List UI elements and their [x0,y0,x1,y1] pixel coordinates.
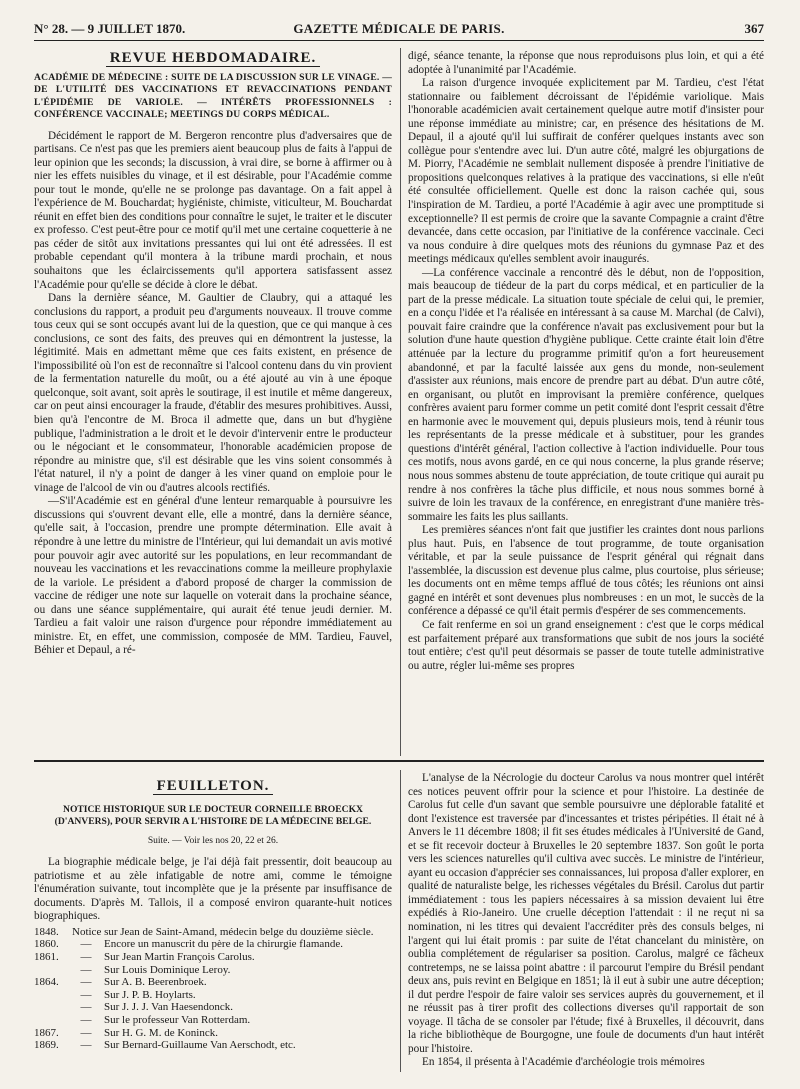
feuilleton-intro: La biographie médicale belge, je l'ai déjà fait pressentir, doit beaucoup au patriotisme et au zèle infatigable de notre ami, comme le témoigne l'énumération suivante, tout incomplète que je la présente par insuffisance de documents. D'après M. Tallois, il a composé environ quarante-huit notices biographiques. [34,856,392,923]
issue-number: N° 28. — 9 JUILLET 1870. [34,21,186,36]
notice-subtitle: Suite. — Voir les nos 20, 22 et 26. [147,835,279,846]
list-item: 1848. Notice sur Jean de Saint-Amand, médecin belge du douzième siècle. [34,925,374,938]
revue-column-left [34,50,392,755]
revue-title: REVUE HEBDOMADAIRE. [34,52,392,66]
feuilleton-paragraph: En 1854, il présenta à l'Académie d'archéologie trois mémoires [422,1056,705,1069]
revue-paragraph: Les premières séances n'ont fait que justifier les craintes dont nous parlions plus haut. Puis, en l'absence de tout programme, de toute organisation véritable, et par la seule puissance de l'esprit général qui régnait dans l'assemblée, la discussion est devenue plus calme, plus courtoise, plus sérieuse; les documents ont en même temps afflué de tous côtés; les réunions ont ainsi gagné en intérêt et sont devenues plus nombreuses : en un mot, le succès de la conférence a dépassé ce qu'il était permis d'espérer de ses commencements. [408,524,764,618]
revue-paragraph: —S'il'Académie est en général d'une lenteur remarquable à poursuivre les discussions qui s'ouvrent devant elle, elle a montré, dans la dernière séance, qu'elle sait, à l'occasion, prendre une prompte détermination. Elle avait à répondre à une lettre du ministre de l'Intérieur, qui lui demandait un avis motivé pour pouvoir agir avec autorité sur les populations, en leur recommandant de nouveau les vaccinations et les revaccinations comme la meilleure prophylaxie de la variole. Le président a d'abord proposé de charger la commission de vaccine de rédiger une note sur laquelle on voterait dans la prochaine séance, ou dans une séance supplémentaire, qui aurait été tenue jeudi dernier. M. Tardieu a fait valoir une raison d'urgence pour répondre immédiatement au ministre. Et, en effet, une commission, composée de MM. Tardieu, Fauvel, Béhier et Depaul, a ré- [34,495,392,657]
revue-paragraph: Décidément le rapport de M. Bergeron rencontre plus d'adversaires que de partisans. Ce n'est pas que les premiers aient beaucoup plus de faits à l'appui de leur opinion que les seconds; la discussion, à vrai dire, se borne à affirmer ou à nier les effets nuisibles du vinage, et il est désirable, pour l'Académie comme pour tout le monde, qu'elle ne se prolonge pas davantage. On a fait appel à l'expérience de M. Bouchardat; hygiéniste, chimiste, viticulteur, M. Bouchardat réunit en effet bien des conditions pour connaître le sujet, le traiter et le discuter ex professo. C'est peut-être pour ce motif qu'il met une certaine coquetterie à ne pas céder de sitôt aux invitations pressantes qui lui ont été adressées. Il est probable cependant qu'il montera à la tribune mardi prochain, et nous souhaitons que les éclaircissements qu'il apportera satisfassent assez l'Académie pour qu'elle se décide à clore le débat. [34,129,392,291]
list-item: 1860. — Encore un manuscrit du père de la chirurgie flamande. [34,938,343,951]
page-number: 367 [744,21,764,36]
revue-column-right [408,50,764,755]
revue-paragraph: Ce fait renferme en soi un grand enseignement : c'est que le corps médical est parfaitement préparé aux transformations que subit de nos jours la société tout entière; c'est qu'il peut désormais se passer de toute tutelle administrative ou autre, régler lui-même ses propres [408,618,764,672]
feuilleton-separator [34,760,764,762]
feuilleton-paragraph: L'analyse de la Nécrologie du docteur Carolus va nous montrer quel intérêt ces notices peuvent offrir pour la science et pour l'histoire. La destinée de Carolus fut celle d'un savant que semble poursuivre une déplorable fatalité et dont l'existence est traversée par d'incessantes et tristes péripéties. Il était né à Anvers le 11 décembre 1808; il fit ses études médicales à l'Université de Gand, et se fit recevoir docteur à Bruxelles le 20 septembre 1837. Son goût le porta vers les sciences naturelles qu'il cultiva avec succès. Le ministre de l'intérieur, ayant eu occasion d'apprécier ses connaissances, lui proposa d'aller explorer, en qualité de naturaliste belge, les richesses végétales du Brésil. Carolus dut partir immédiatement : tous les papiers nécessaires à sa mission devaient lui être expédiés à Rio-Janeiro. Une cruelle déception l'attendait : il ne reçut ni sa nomination, ni les titres qui devaient l'accréditer près des consuls belges, ni l'argent qui lui était promis : par suite de l'état chancelant du ministère, on oublia complétement de régulariser sa position. Carolus, malgré ce fâcheux contretemps, ne se laissa point abattre : il parcourut l'empire du Brésil pendant deux ans, puis revint en Belgique en 1851; là il eut à subir une autre déception; il dut perdre l'espoir de faire valoir ses services auprès du gouvernement, et il ne réussit pas à tirer profit des collections diverses qu'il rapportait de son voyage. Il tâcha de se consoler par l'étude; fixé à Bruxelles, il découvrit, dans la riche bibliothèque de Bourgogne, une foule de documents d'un haut intérêt pour l'histoire. [408,772,764,1055]
revue-paragraph: digé, séance tenante, la réponse que nous reproduisons plus loin, et qui a été adoptée à l'unanimité par l'Académie. [408,50,764,76]
list-item: 1869. — Sur Bernard-Guillaume Van Aerschodt, etc. [34,1039,296,1052]
list-item: 1861. — Sur Jean Martin François Carolus. [34,951,255,964]
column-divider-top [400,48,401,756]
revue-summary: ACADÉMIE DE MÉDECINE : SUITE DE LA DISCUSSION SUR LE VINAGE. — DE L'UTILITÉ DES VACCINATIONS ET REVACCINATIONS PENDANT L'ÉPIDÉMIE DE VARIOLE. — INTÉRÊTS PROFESSIONNELS : CONFÉRENCE VACCINALE; MEETINGS DU CORPS MÉDICAL. [34,71,392,121]
notice-title: NOTICE HISTORIQUE SUR LE DOCTEUR CORNEILLE BROECKX (D'ANVERS), POUR SERVIR A L'HISTOIRE DE LA MÉDECINE BELGE. [54,803,372,828]
revue-paragraph: La raison d'urgence invoquée explicitement par M. Tardieu, c'est l'état stationnaire ou faiblement décroissant de l'épidémie variolique. Mais l'honorable académicien avait certainement quelque autre motif d'insister pour une réponse immédiate au ministre; car, en présence des hésitations de M. Depaul, il a ajouté qu'il lui suffirait de conférer quelques instants avec son collègue pour s'entendre avec lui. D'un autre côté, malgré les objurgations de M. Piorry, l'Académie ne semblait nullement disposée à prendre l'initiative de propositions quelconques relatives à la pratique des vaccinations, si elle n'eût été consultée officiellement. Quelle est donc la raison cachée qui, sous l'inspiration de M. Tardieu, a porté l'Académie à agir avec une promptitude si exceptionnelle? Il est permis de croire que la savante Compagnie a craint d'être devancée, dans cette occasion, par l'initiative de la conférence vaccinale. Ceci va nous conduire à dire quelques mots des réunions du gymnase Paz et des meetings médicaux qu'elles semblent avoir inaugurés. [408,77,764,266]
feuilleton-title: FEUILLETON. [34,780,392,794]
column-divider-bottom [400,770,401,1072]
list-item: 1867. — Sur H. G. M. de Koninck. [34,1026,218,1039]
feuilleton-column-right [408,772,764,1072]
list-item: — Sur Louis Dominique Leroy. [80,963,231,976]
revue-paragraph: —La conférence vaccinale a rencontré dès le début, non de l'opposition, mais beaucoup de tiédeur de la part du corps médical, et en particulier de la part de la presse médicale. La situation toute spéciale de celui qui, le premier, en a conçu l'idée et l'a réalisée en intéressant à sa cause M. Marchal (de Calvi), pouvait faire craindre que la conférence n'avait pas exclusivement pour but la solution d'une haute question d'hygiène publique. Cette crainte était loin d'être atténuée par la lecture du programme primitif qu'on a fort heureusement abandonné, et par la faculté laissée aux gens du monde, non-seulement d'assister aux réunions, mais encore de prendre part au débat. D'un autre côté, en organisant, ou plutôt en improvisant la première conférence, quelques confrères avaient paru former comme un petit comité dont l'esprit cessait d'être en harmonie avec le mouvement qui, depuis plusieurs mois, tend à réunir tous les représentants de la presse médicale et à substituer, pour les grandes questions d'intérêt général, l'action collective à l'action individuelle. Pour tous ces motifs, nous avons gardé, en ce qui nous concerne, la plus grande réserve; nous nous sommes abstenu de toute appréciation, de toute critique qui aurait pu rendre à nos confrères la tâche plus difficile, et nous nous sommes borné à suivre de loin les travaux de la conférence, en enregistrant d'une manière très-sommaire les faits les plus saillants. [408,266,764,523]
journal-title: GAZETTE MÉDICALE DE PARIS. [293,21,505,36]
masthead [34,18,764,41]
publication-list [34,926,392,1052]
list-item: — Sur J. P. B. Hoylarts. [80,988,196,1001]
feuilleton-column-left [34,772,392,1072]
list-item: — Sur J. J. J. Van Haesendonck. [80,1001,234,1014]
revue-paragraph: Dans la dernière séance, M. Gaultier de Claubry, qui a attaqué les conclusions du rapport, a produit peu d'arguments nouveaux. Il trouve comme tous ceux qui se sont occupés avant lui de la question, que ce qui manque à ces conclusions, ce sont des faits, des preuves qui en démontrent la justesse, la légitimité. Mais en admettant même que ces faits existent, en présence de l'impossibilité où l'on est de reconnaître si l'alcool contenu dans du vin provient de la fermentation naturelle du moût, ou a été ajouté au vin à une époque quelconque, soit avant, soit après le soutirage, il est inutile et même dangereux, car on peut ainsi encourager la fraude, d'établir des mesures prohibitives. Aussi, bien qu'à l'encontre de M. Broca il admette que, dans un but d'hygiène publique, l'administration a le droit et le devoir d'intervenir entre le producteur ou le négociant et le consommateur, l'honorable académicien propose de répondre au ministre que, s'il est désirable que les vins soient consommés à l'état naturel, il n'y a point de danger à les viner quand on emploie pour le vinage de l'alcool de vin ou d'autres alcools rectifiés. [34,292,392,494]
list-item: — Sur le professeur Van Rotterdam. [80,1013,251,1026]
list-item: 1864. — Sur A. B. Beerenbroek. [34,976,207,989]
